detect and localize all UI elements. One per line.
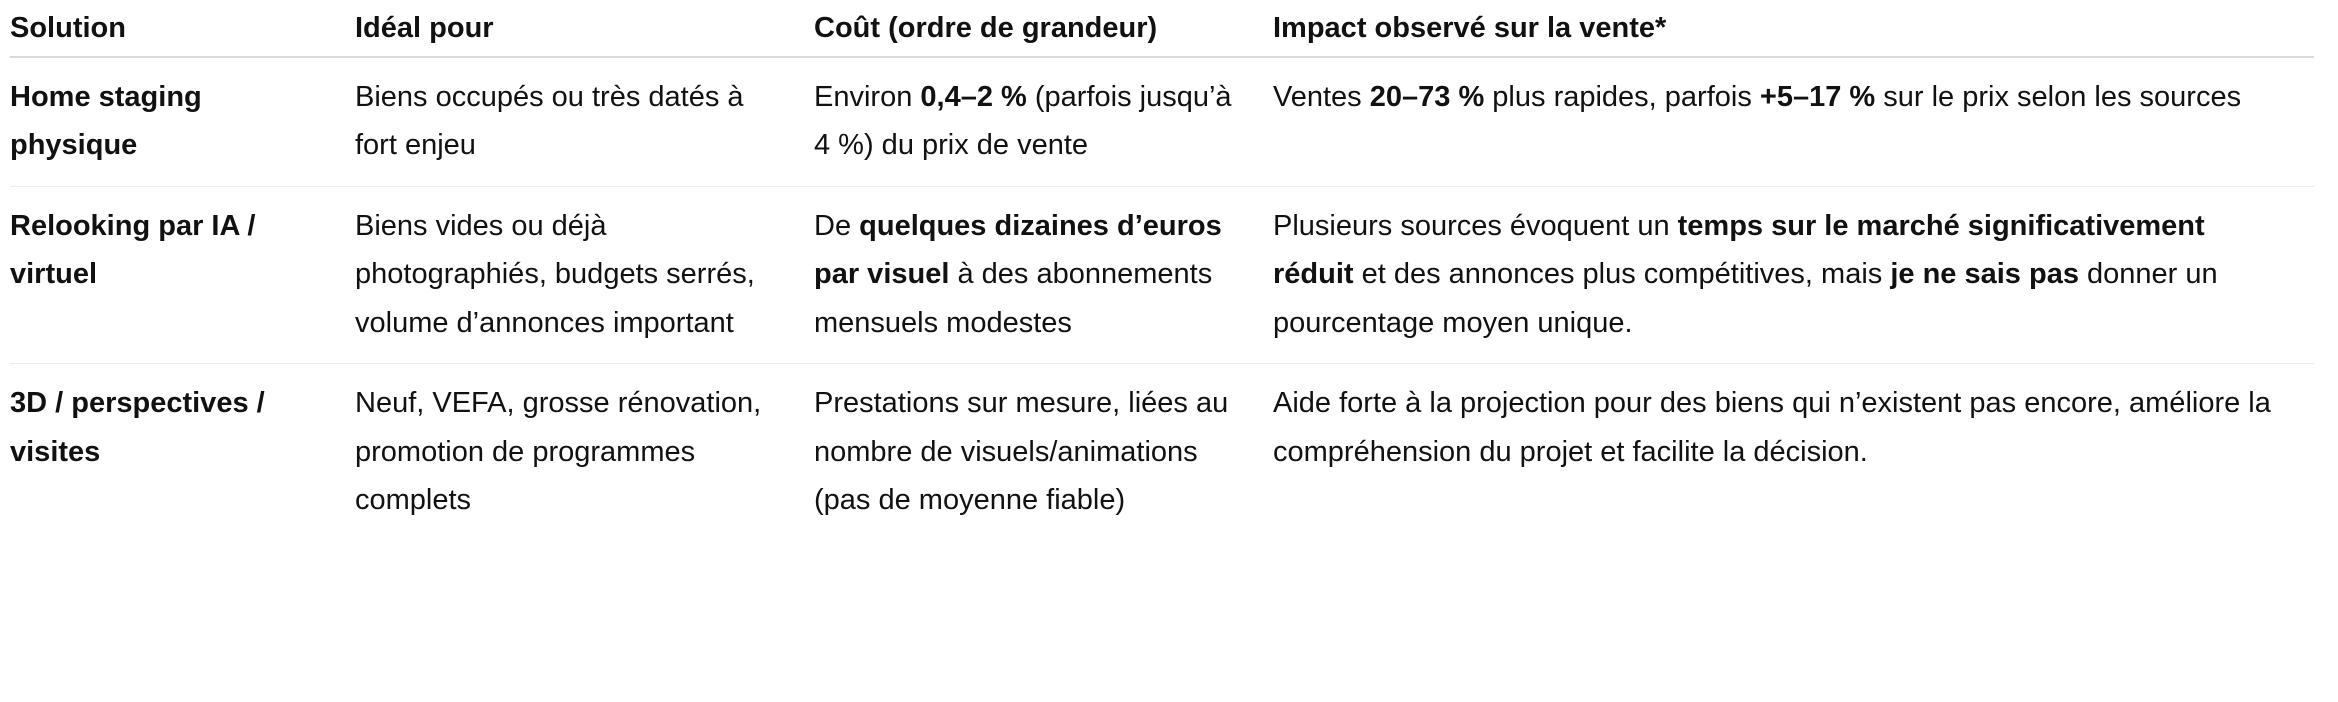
header-row xyxy=(10,0,2314,57)
table-row xyxy=(10,186,2314,364)
cell-cost xyxy=(814,186,1273,364)
impact-text: Plusieurs sources évoquent un xyxy=(1273,209,1678,242)
cell-ideal: Neuf, VEFA, grosse rénovation, promotion de programmes complets xyxy=(355,387,762,516)
header-impact: Impact observé sur la vente* xyxy=(1273,0,2314,57)
comparison-table xyxy=(10,0,2314,541)
impact-text-bold: temps sur le marché significativement réduit xyxy=(1273,209,2205,290)
cell-cost xyxy=(814,364,1273,541)
table-row xyxy=(10,364,2314,541)
cell-impact xyxy=(1273,364,2314,541)
cell-solution: 3D / perspectives / visites xyxy=(10,387,265,468)
impact-text: Aide forte à la projection pour des biens qui n’existent pas encore, améliore la compréhension du projet et facilite la décision. xyxy=(1273,387,2271,468)
cost-text-bold: quelques dizaines d’euros par visuel xyxy=(814,209,1222,290)
cell-impact xyxy=(1273,57,2314,187)
header-ideal-pour: Idéal pour xyxy=(355,0,814,57)
cost-text: (parfois jusqu’à 4 %) du prix de vente xyxy=(814,80,1232,161)
impact-text: et des annonces plus compétitives, mais xyxy=(1353,258,1891,290)
impact-text-bold: je ne sais pas xyxy=(1890,258,2079,290)
header-cout: Coût (ordre de grandeur) xyxy=(814,0,1273,57)
cell-cost xyxy=(814,57,1273,187)
cell-ideal: Biens occupés ou très datés à fort enjeu xyxy=(355,57,814,187)
impact-text: sur le prix selon les sources xyxy=(1875,80,2242,113)
impact-text-bold: +5–17 % xyxy=(1759,80,1876,113)
cell-solution: Relooking par IA / virtuel xyxy=(10,186,355,364)
cost-text: à des abonnements mensuels modestes xyxy=(814,258,1213,339)
impact-text: plus rapides, parfois xyxy=(1484,80,1760,113)
impact-text-bold: 20–73 % xyxy=(1369,80,1485,113)
table-header xyxy=(10,0,2314,57)
cell-impact xyxy=(1273,186,2314,364)
impact-text: donner un pourcentage moyen unique. xyxy=(1273,258,2218,339)
cell-solution: Home staging physique xyxy=(10,57,355,187)
cost-text: Prestations sur mesure, liées au nombre de visuels/animations (pas de moyenne fiable) xyxy=(814,387,1229,516)
impact-text: Ventes xyxy=(1273,80,1370,113)
cost-text: Environ xyxy=(814,80,921,113)
table-row xyxy=(10,57,2314,187)
cost-text: De xyxy=(814,209,860,242)
header-solution: Solution xyxy=(10,0,355,57)
cell-ideal: Biens vides ou déjà photographiés, budgets serrés, volume d’annonces important xyxy=(355,186,814,364)
cost-text-bold: 0,4–2 % xyxy=(920,80,1027,113)
table-body xyxy=(10,57,2314,541)
